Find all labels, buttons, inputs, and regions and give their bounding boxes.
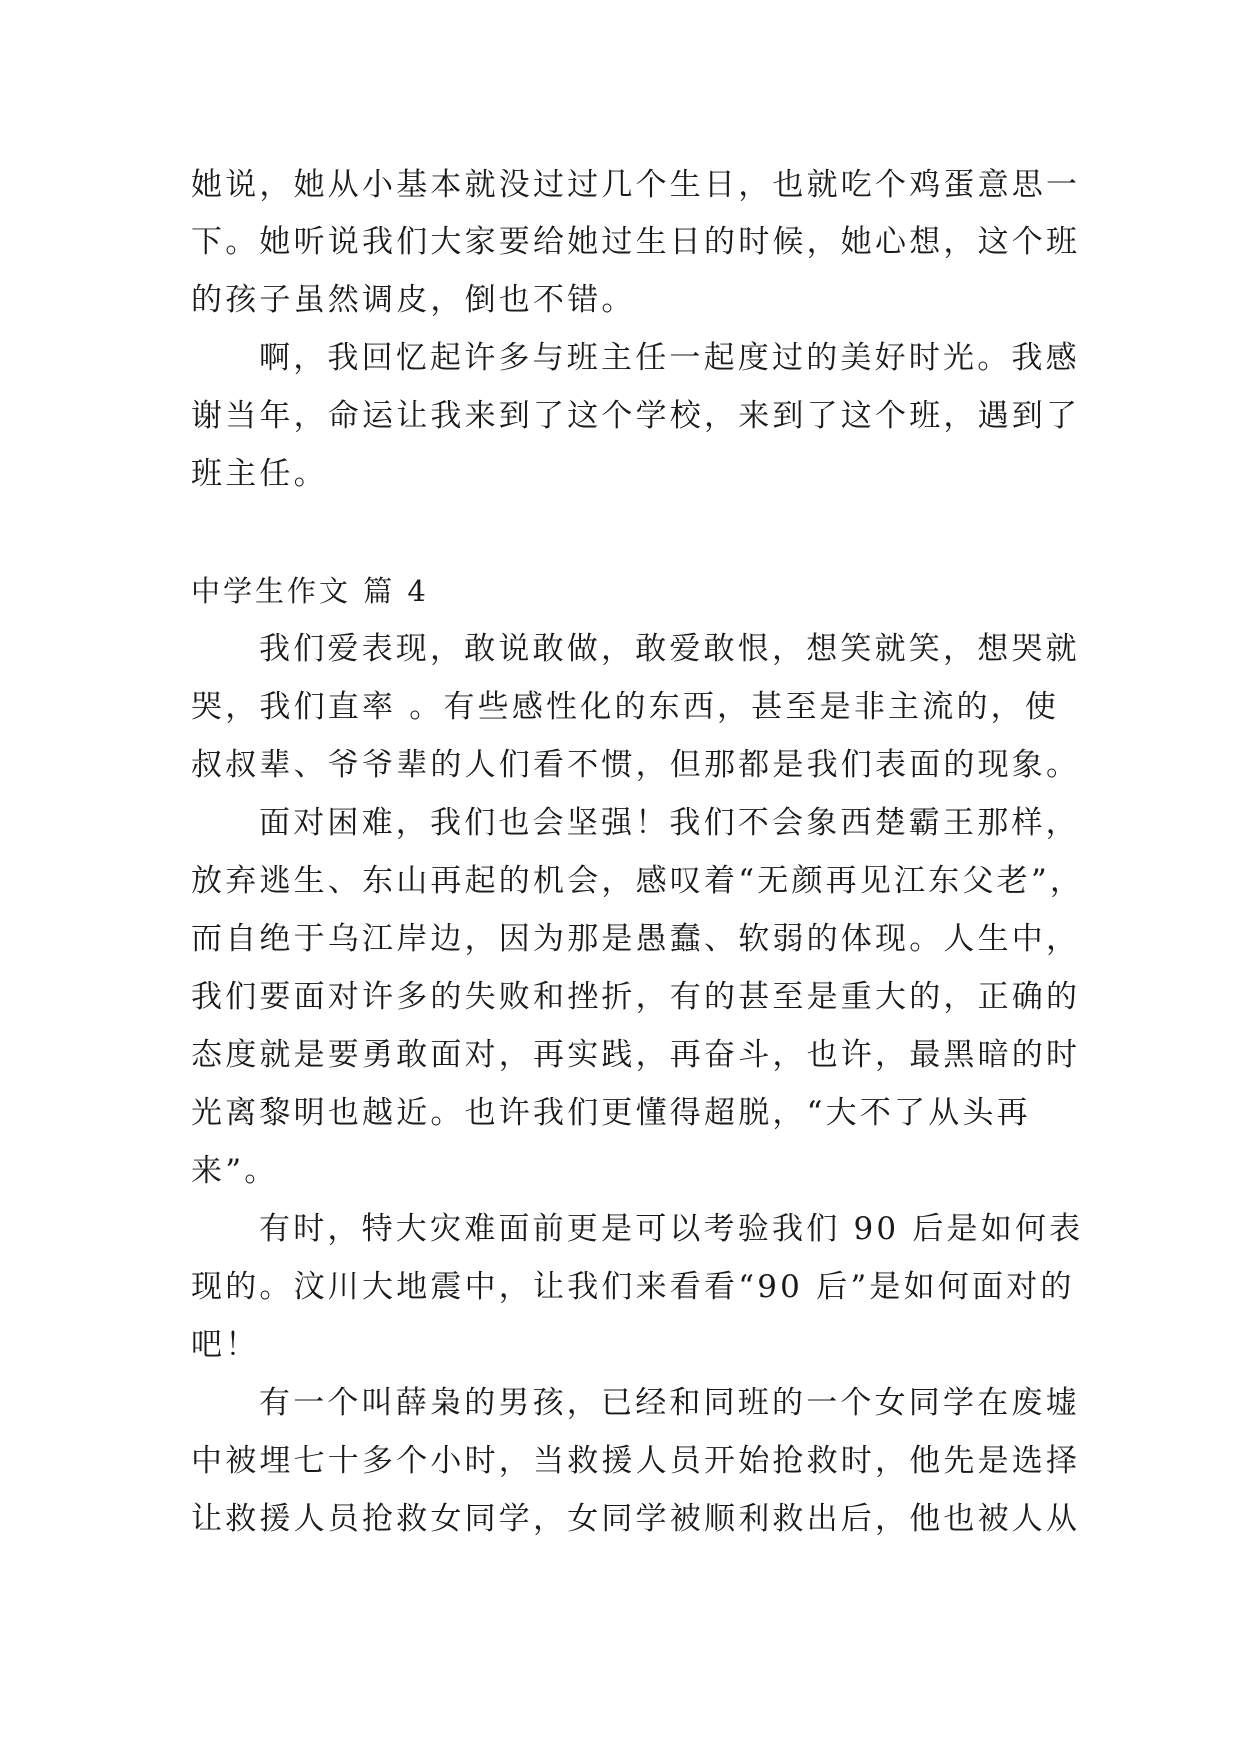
- text-line: 有时，特大灾难面前更是可以考验我们 90 后是如何表: [259, 1211, 1084, 1247]
- text-line: 让救援人员抢救女同学，女同学被顺利救出后，他也被人从: [191, 1501, 1081, 1537]
- text-line: 来”。: [191, 1153, 279, 1189]
- text-line: 现的。汶川大地震中，让我们来看看“90 后”是如何面对的: [191, 1269, 1075, 1305]
- text-line: 的孩子虽然调皮，倒也不错。: [191, 282, 636, 318]
- text-line: 有一个叫薛枭的男孩，已经和同班的一个女同学在废墟: [259, 1385, 1080, 1421]
- text-line: 中被埋七十多个小时，当救援人员开始抢救时，他先是选择: [191, 1443, 1081, 1479]
- text-line: 放弃逃生、东山再起的机会，感叹着“无颜再见江东父老”，: [191, 863, 1085, 899]
- text-line: 面对困难，我们也会坚强！我们不会象西楚霸王那样，: [259, 805, 1080, 841]
- text-line: 她说，她从小基本就没过过几个生日，也就吃个鸡蛋意思一: [191, 167, 1081, 203]
- text-line: 叔叔辈、爷爷辈的人们看不惯，但那都是我们表面的现象。: [191, 747, 1081, 783]
- section-heading: 中学生作文 篇 4: [191, 574, 429, 608]
- text-line: 态度就是要勇敢面对，再实践，再奋斗，也许，最黑暗的时: [191, 1037, 1081, 1073]
- text-line: 哭，我们直率 。有些感性化的东西，甚至是非主流的，使: [191, 689, 1060, 725]
- text-line: 下。她听说我们大家要给她过生日的时候，她心想，这个班: [191, 224, 1081, 260]
- text-line: 光离黎明也越近。也许我们更懂得超脱，“大不了从头再: [191, 1095, 1031, 1131]
- text-line: 谢当年，命运让我来到了这个学校，来到了这个班，遇到了: [191, 398, 1081, 434]
- text-line: 啊，我回忆起许多与班主任一起度过的美好时光。我感: [259, 340, 1080, 376]
- text-line: 我们要面对许多的失败和挫折，有的甚至是重大的，正确的: [191, 979, 1081, 1015]
- text-line: 我们爱表现，敢说敢做，敢爱敢恨，想笑就笑，想哭就: [259, 631, 1080, 667]
- text-line: 吧！: [191, 1327, 260, 1363]
- text-line: 班主任。: [191, 456, 328, 492]
- text-line: 而自绝于乌江岸边，因为那是愚蠢、软弱的体现。人生中，: [191, 921, 1081, 957]
